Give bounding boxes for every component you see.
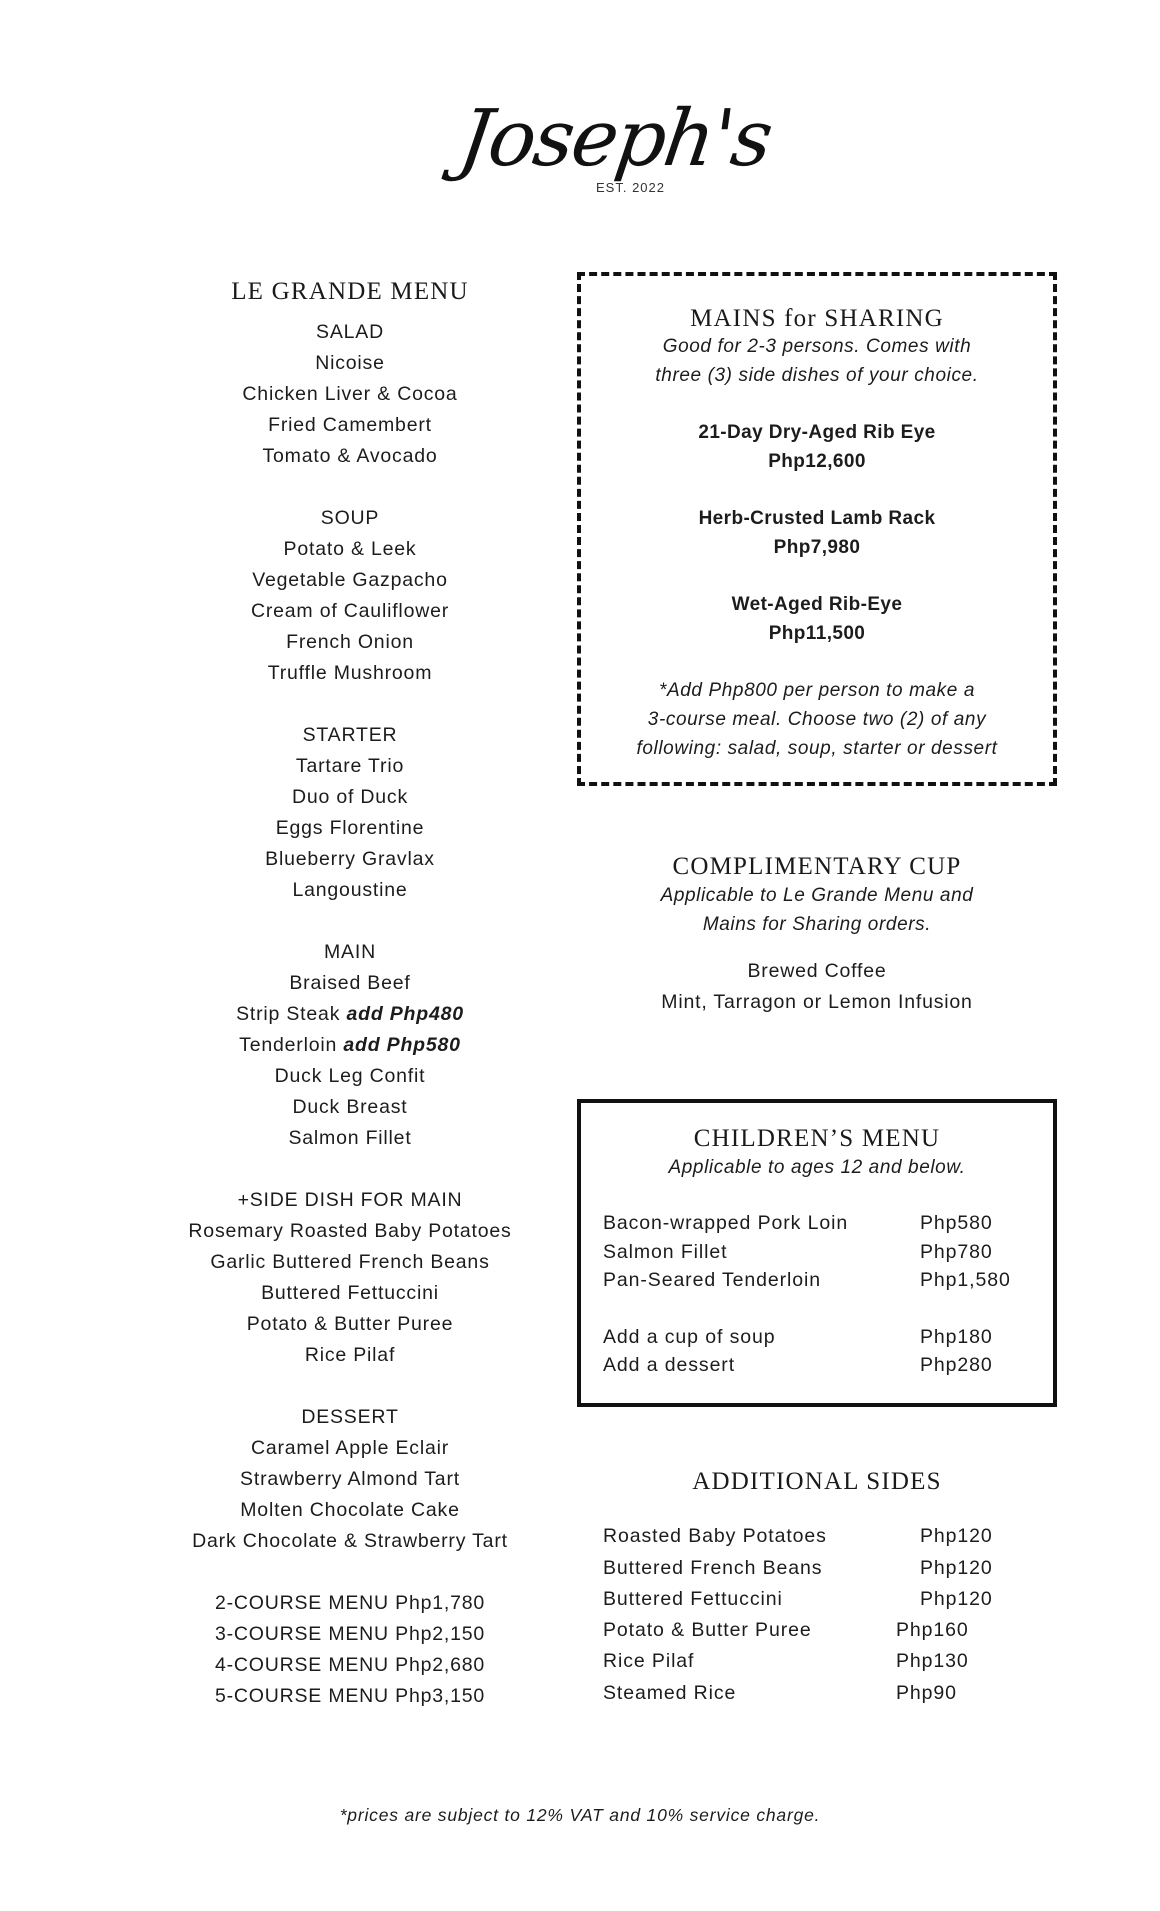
kids-item-name: Pan-Seared Tenderloin <box>603 1269 822 1291</box>
sharing-dish-name: Wet-Aged Rib-Eye <box>731 594 903 615</box>
menu-item: Braised Beef <box>289 972 411 994</box>
menu-item: Potato & Butter Puree <box>246 1313 454 1335</box>
sharing-note: 3-course meal. Choose two (2) of any <box>647 709 987 730</box>
sharing-dish-name: 21-Day Dry-Aged Rib Eye <box>698 422 936 443</box>
menu-item-name: Tenderloin <box>239 1034 338 1056</box>
childrens-menu-subtitle: Applicable to ages 12 and below. <box>668 1157 966 1178</box>
section-salad <box>140 317 560 472</box>
complimentary-item: Mint, Tarragon or Lemon Infusion <box>661 991 973 1013</box>
menu-item: Duck Breast <box>292 1096 408 1118</box>
childrens-menu-title: CHILDREN’S MENU <box>693 1125 941 1152</box>
side-name: Buttered Fettuccini <box>603 1588 783 1610</box>
side-name: Potato & Butter Puree <box>603 1619 812 1641</box>
footer-note: *prices are subject to 12% VAT and 10% service charge. <box>339 1805 821 1825</box>
course-price: 4-COURSE MENU Php2,680 <box>214 1654 486 1676</box>
section-side-dish <box>140 1185 560 1371</box>
side-name: Steamed Rice <box>603 1682 737 1704</box>
sharing-dish-price: Php7,980 <box>773 537 861 558</box>
section-main <box>140 937 560 1154</box>
le-grande-menu-title: LE GRANDE MENU <box>231 278 469 305</box>
complimentary-subtitle: Applicable to Le Grande Menu and <box>660 885 974 906</box>
menu-item: Strawberry Almond Tart <box>240 1468 460 1490</box>
side-name: Rice Pilaf <box>603 1650 695 1672</box>
kids-addon-name: Add a dessert <box>603 1354 736 1376</box>
side-name: Buttered French Beans <box>603 1557 823 1579</box>
menu-item: Blueberry Gravlax <box>265 848 435 870</box>
sharing-dish-price: Php12,600 <box>768 451 866 472</box>
menu-item <box>140 999 560 1030</box>
course-price: 2-COURSE MENU Php1,780 <box>214 1592 486 1614</box>
brand-name: Joseph's <box>453 94 777 184</box>
kids-addon-price: Php180 <box>920 1326 993 1348</box>
mains-for-sharing-box <box>577 272 1057 786</box>
section-heading: SOUP <box>320 507 380 529</box>
section-heading: MAIN <box>324 941 376 963</box>
kids-item-price: Php1,580 <box>920 1269 1011 1291</box>
menu-item: Duck Leg Confit <box>274 1065 426 1087</box>
additional-sides-list <box>603 1522 1063 1722</box>
section-heading: +SIDE DISH FOR MAIN <box>237 1189 463 1211</box>
complimentary-cup-title: COMPLIMENTARY CUP <box>672 853 962 880</box>
menu-item: Caramel Apple Eclair <box>250 1437 450 1459</box>
mains-subtitle: Good for 2-3 persons. Comes with <box>662 336 972 357</box>
childrens-menu-box <box>577 1099 1057 1407</box>
side-price: Php130 <box>896 1650 969 1672</box>
menu-item: Salmon Fillet <box>288 1127 412 1149</box>
section-soup <box>140 503 560 689</box>
menu-item: Tomato & Avocado <box>262 445 438 467</box>
menu-item: Eggs Florentine <box>275 817 425 839</box>
menu-item: Buttered Fettuccini <box>261 1282 439 1304</box>
complimentary-item: Brewed Coffee <box>747 960 887 982</box>
menu-item: Vegetable Gazpacho <box>252 569 448 591</box>
course-price: 3-COURSE MENU Php2,150 <box>214 1623 486 1645</box>
menu-item: Dark Chocolate & Strawberry Tart <box>192 1530 508 1552</box>
menu-item: Chicken Liver & Cocoa <box>242 383 458 405</box>
kids-item-name: Salmon Fillet <box>603 1241 728 1263</box>
menu-item: Nicoise <box>315 352 385 374</box>
kids-addon-name: Add a cup of soup <box>603 1326 776 1348</box>
side-price: Php160 <box>896 1619 969 1641</box>
section-heading: STARTER <box>302 724 398 746</box>
side-price: Php120 <box>920 1588 993 1610</box>
additional-sides-title: ADDITIONAL SIDES <box>692 1468 942 1495</box>
section-heading: SALAD <box>316 321 384 343</box>
menu-item: Potato & Leek <box>283 538 417 560</box>
brand-established: EST. 2022 <box>596 180 665 195</box>
menu-item: Duo of Duck <box>291 786 409 808</box>
brand-logo <box>453 94 777 220</box>
side-price: Php120 <box>920 1557 993 1579</box>
menu-item: Fried Camembert <box>268 414 432 436</box>
menu-item <box>140 1030 560 1061</box>
menu-item: French Onion <box>286 631 414 653</box>
menu-item: Langoustine <box>292 879 408 901</box>
menu-item: Truffle Mushroom <box>267 662 433 684</box>
menu-item: Rice Pilaf <box>304 1344 396 1366</box>
menu-item-name: Strip Steak <box>236 1003 341 1025</box>
kids-item-price: Php780 <box>920 1241 993 1263</box>
menu-item: Cream of Cauliflower <box>250 600 450 622</box>
side-name: Roasted Baby Potatoes <box>603 1525 827 1547</box>
kids-addon-price: Php280 <box>920 1354 993 1376</box>
kids-item-name: Bacon-wrapped Pork Loin <box>603 1212 849 1234</box>
sharing-note: following: salad, soup, starter or dessert <box>636 738 998 759</box>
course-price: 5-COURSE MENU Php3,150 <box>214 1685 486 1707</box>
mains-subtitle: three (3) side dishes of your choice. <box>655 365 979 386</box>
side-price: Php90 <box>896 1682 957 1704</box>
menu-item: Rosemary Roasted Baby Potatoes <box>188 1220 512 1242</box>
sharing-note: *Add Php800 per person to make a <box>658 680 975 701</box>
mains-for-sharing-title: MAINS for SHARING <box>690 305 944 332</box>
menu-item: Tartare Trio <box>295 755 405 777</box>
section-heading: DESSERT <box>301 1406 399 1428</box>
menu-item: Molten Chocolate Cake <box>240 1499 460 1521</box>
complimentary-subtitle: Mains for Sharing orders. <box>702 914 932 935</box>
menu-item-addon-price: add Php480 <box>346 1003 464 1025</box>
kids-item-price: Php580 <box>920 1212 993 1234</box>
course-prices <box>140 1588 560 1712</box>
sharing-dish-price: Php11,500 <box>768 623 866 644</box>
section-dessert <box>140 1402 560 1557</box>
section-starter <box>140 720 560 906</box>
menu-item: Garlic Buttered French Beans <box>210 1251 490 1273</box>
le-grande-menu <box>140 276 560 1743</box>
side-price: Php120 <box>920 1525 993 1547</box>
sharing-dish-name: Herb-Crusted Lamb Rack <box>698 508 936 529</box>
complimentary-cup <box>577 853 1057 1018</box>
menu-item-addon-price: add Php580 <box>343 1034 461 1056</box>
